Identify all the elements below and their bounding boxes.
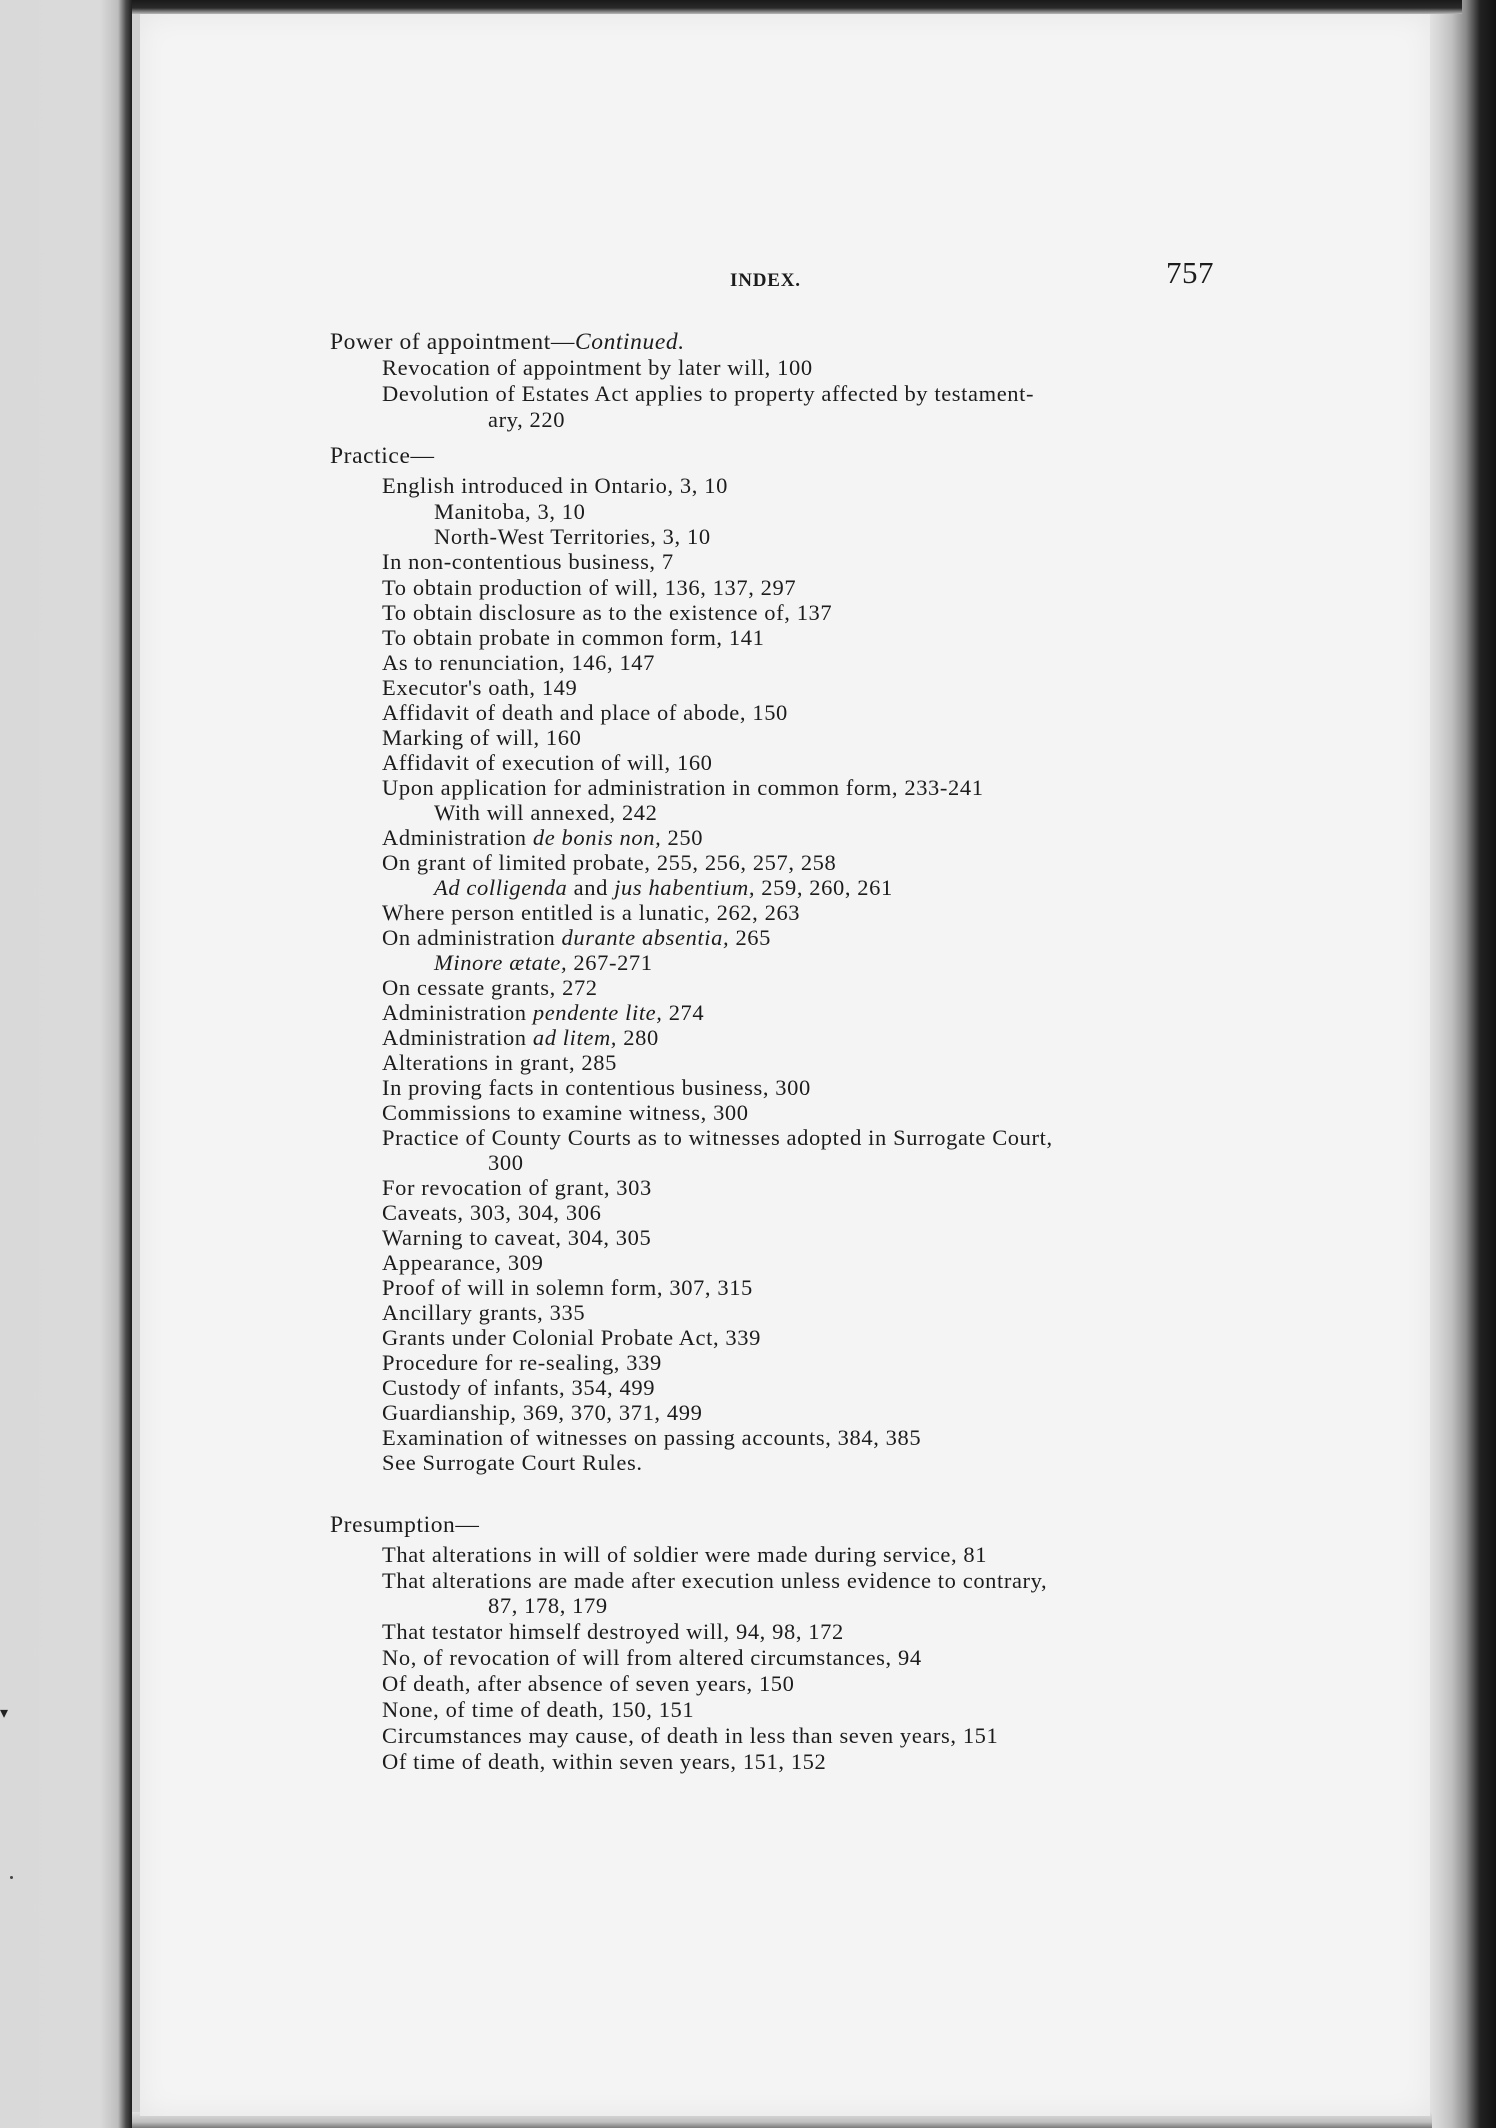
latin-term: pendente lite,	[532, 1000, 663, 1025]
index-entry: Of time of death, within seven years, 151, 152	[382, 1749, 827, 1774]
index-entry: Procedure for re-sealing, 339	[382, 1350, 662, 1375]
entry-text: Administration	[382, 1025, 533, 1050]
index-entry-continuation: ary, 220	[488, 407, 566, 432]
book-page-edges-right	[1426, 0, 1496, 2128]
running-head: INDEX.	[730, 270, 801, 291]
index-entry: Where person entitled is a lunatic, 262, 263	[382, 900, 801, 925]
index-entry: For revocation of grant, 303	[382, 1175, 652, 1200]
latin-term: Minore ætate,	[434, 950, 568, 975]
index-entry: Commissions to examine witness, 300	[382, 1100, 749, 1125]
index-entry: Appearance, 309	[382, 1250, 544, 1275]
index-entry: As to renunciation, 146, 147	[382, 650, 656, 675]
index-entry: In non-contentious business, 7	[382, 549, 674, 574]
index-entry: On cessate grants, 272	[382, 975, 598, 1000]
page-refs: 274	[662, 1000, 705, 1025]
margin-dot-mark	[10, 1876, 13, 1879]
index-subentry: With will annexed, 242	[434, 800, 658, 825]
index-entry: To obtain disclosure as to the existence of, 137	[382, 600, 833, 625]
entry-text: Administration	[382, 825, 533, 850]
index-entry: Warning to caveat, 304, 305	[382, 1225, 652, 1250]
index-entry: English introduced in Ontario, 3, 10	[382, 473, 728, 498]
index-subentry	[434, 950, 653, 976]
latin-term: de bonis non,	[532, 825, 662, 850]
index-entry: See Surrogate Court Rules.	[382, 1450, 643, 1475]
index-entry: That alterations in will of soldier were made during service, 81	[382, 1542, 988, 1567]
latin-term: jus habentium,	[614, 875, 756, 900]
index-entry: Marking of will, 160	[382, 725, 582, 750]
index-subentry: Manitoba, 3, 10	[434, 499, 586, 524]
index-entry: Caveats, 303, 304, 306	[382, 1200, 602, 1225]
entry-text: On administration	[382, 925, 562, 950]
index-entry: Affidavit of death and place of abode, 150	[382, 700, 788, 725]
index-entry: To obtain production of will, 136, 137, 297	[382, 575, 797, 600]
index-entry: No, of revocation of will from altered circumstances, 94	[382, 1645, 922, 1670]
index-entry-continuation: 300	[488, 1150, 524, 1175]
index-entry: None, of time of death, 150, 151	[382, 1697, 695, 1722]
index-entry: Examination of witnesses on passing accounts, 384, 385	[382, 1425, 922, 1450]
index-heading-practice: Practice—	[330, 443, 435, 469]
index-entry: Guardianship, 369, 370, 371, 499	[382, 1400, 703, 1425]
index-entry: To obtain probate in common form, 141	[382, 625, 765, 650]
index-entry: Ancillary grants, 335	[382, 1300, 586, 1325]
index-entry-continuation: 87, 178, 179	[488, 1593, 608, 1618]
index-entry: Executor's oath, 149	[382, 675, 578, 700]
index-entry: Revocation of appointment by later will, 100	[382, 355, 813, 380]
index-entry: Circumstances may cause, of death in less than seven years, 151	[382, 1723, 999, 1748]
index-heading-power-of-appointment	[330, 329, 685, 355]
page-refs: 280	[617, 1025, 659, 1050]
latin-term: Ad colligenda	[434, 875, 568, 900]
index-entry: Proof of will in solemn form, 307, 315	[382, 1275, 753, 1300]
book-binding-left	[0, 0, 132, 2128]
latin-term: ad litem,	[532, 1025, 618, 1050]
heading-text: Power of appointment—	[330, 329, 575, 355]
index-entry: Of death, after absence of seven years, 150	[382, 1671, 795, 1696]
index-entry: Custody of infants, 354, 499	[382, 1375, 656, 1400]
index-entry: That testator himself destroyed will, 94, 98, 172	[382, 1619, 844, 1644]
index-entry	[382, 1000, 704, 1026]
book-edge-top	[132, 0, 1462, 14]
page-refs: 265	[729, 925, 772, 950]
margin-arrow-mark: ▾	[0, 1703, 9, 1722]
entry-text: and	[567, 875, 615, 900]
index-entry: Alterations in grant, 285	[382, 1050, 617, 1075]
index-entry: Affidavit of execution of will, 160	[382, 750, 713, 775]
index-heading-presumption: Presumption—	[330, 1512, 480, 1538]
index-entry: That alterations are made after execution unless evidence to contrary,	[382, 1568, 1048, 1593]
index-entry	[382, 925, 771, 951]
page-refs: 259, 260, 261	[755, 875, 893, 900]
index-entry: Practice of County Courts as to witnesses adopted in Surrogate Court,	[382, 1125, 1053, 1150]
index-entry	[382, 825, 703, 851]
latin-term: durante absentia,	[561, 925, 730, 950]
index-entry: Grants under Colonial Probate Act, 339	[382, 1325, 761, 1350]
index-entry: Devolution of Estates Act applies to property affected by testament-	[382, 381, 1035, 406]
index-entry	[382, 1025, 659, 1051]
index-entry: Upon application for administration in common form, 233-241	[382, 775, 984, 800]
page-refs: 250	[661, 825, 704, 850]
page-refs: 267-271	[567, 950, 653, 975]
index-subentry: North-West Territories, 3, 10	[434, 524, 711, 549]
page-number: 757	[1166, 255, 1214, 290]
index-entry: On grant of limited probate, 255, 256, 257, 258	[382, 850, 837, 875]
continued-label: Continued.	[574, 329, 685, 355]
entry-text: Administration	[382, 1000, 533, 1025]
index-entry: In proving facts in contentious business, 300	[382, 1075, 811, 1100]
index-subentry	[434, 875, 893, 901]
